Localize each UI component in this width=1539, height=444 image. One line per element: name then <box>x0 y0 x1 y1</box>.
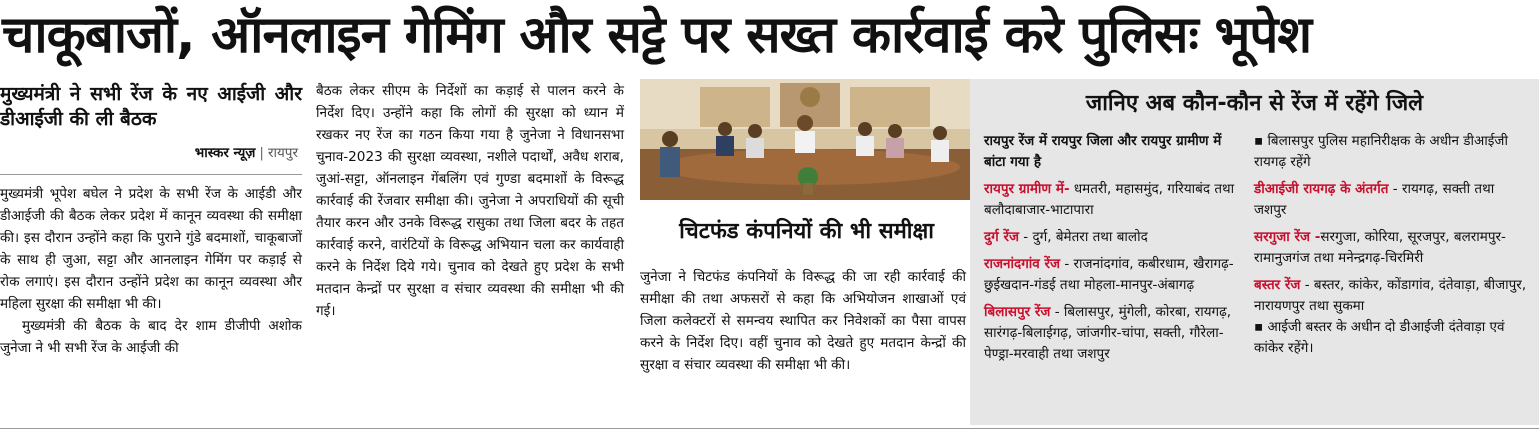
box-intro: रायपुर रेंज में रायपुर जिला और रायपुर ग्रामीण में बांटा गया है <box>984 133 1222 170</box>
article-column-2 <box>316 80 624 322</box>
range-entry <box>1254 275 1528 317</box>
box-note: ▪ आईजी बस्तर के अधीन दो डीआईजी दंतेवाड़ा एवं कांकेर रहेंगे। <box>1254 319 1505 356</box>
range-entry <box>984 227 1246 248</box>
range-entry <box>984 254 1246 296</box>
box-left-column <box>984 131 1246 371</box>
range-name: डीआईजी रायगढ़ के अंतर्गत <box>1254 181 1389 197</box>
section-heading: चिटफंड कंपनियों की भी समीक्षा <box>679 219 934 244</box>
range-name: सरगुजा रेंज - <box>1254 229 1321 245</box>
range-districts: - रायगढ़, सक्ती तथा जशपुर <box>1254 181 1495 218</box>
range-entry <box>1254 179 1528 221</box>
byline-source: भास्कर न्यूज़ <box>194 145 256 161</box>
range-name: राजनांदगांव रेंज <box>984 256 1061 272</box>
range-entry <box>984 302 1246 365</box>
divider <box>0 174 302 175</box>
box-note: ▪ बिलासपुर पुलिस महानिरीक्षक के अधीन डीआईजी रायगढ़ रहेंगे <box>1254 133 1508 170</box>
range-name: बिलासपुर रेंज <box>984 304 1051 320</box>
range-entry <box>984 179 1246 221</box>
range-name: बस्तर रेंज <box>1254 277 1301 293</box>
article-column-3 <box>640 266 966 376</box>
range-districts: सरगुजा, कोरिया, सूरजपुर, बलरामपुर-रामानुजगंज तथा मनेन्द्रगढ़-चिरमिरी <box>1254 229 1506 266</box>
byline <box>0 142 302 164</box>
meeting-photo-illustration <box>640 79 973 200</box>
box-title: जानिए अब कौन-कौन से रेंज में रहेंगे जिले <box>1085 91 1424 116</box>
range-districts: - दुर्ग, बेमेतरा तथा बालोद <box>1019 229 1148 245</box>
subheadline: मुख्यमंत्री ने सभी रेंज के नए आईजी और डीआईजी की ली बैठक <box>0 83 302 130</box>
range-districts: - बस्तर, कांकेर, कोंडागांव, दंतेवाड़ा, बीजापुर, नारायणपुर तथा सुकमा <box>1254 277 1527 314</box>
bottom-divider <box>0 428 1539 429</box>
body-paragraph: मुख्यमंत्री भूपेश बघेल ने प्रदेश के सभी रेंज के आईडी और डीआईजी की बैठक लेकर प्रदेश में कानून व्यवस्था की समीक्षा की। इस दौरान उन्होंने कहा कि पुराने गुंडे बदमाशों, चाकूबाजों के साथ ही जुआ, सट्टा और आनलाइन गेमिंग पर कड़ाई से रोक लगाएं। इस दौरान उन्होंने प्रदेश का कानून व्यवस्था और महिला सुरक्षा की समीक्षा भी की। <box>0 186 302 312</box>
range-entry <box>1254 227 1528 269</box>
meeting-photo <box>640 79 973 200</box>
article-column-1 <box>0 80 302 359</box>
body-paragraph: जुनेजा ने चिटफंड कंपनियों के विरूद्ध की जा रही कार्रवाई की समीक्षा की तथा अफसरों से कहा कि अभियोजन शाखाओं एवं जिला कलेक्टरों से समन्वय स्थापित कर निवेशकों का पैसा वापस करने के निर्देश दिए। वहीं चुनाव को देखते हुए मतदान केन्द्रों की सुरक्षा व संचार व्यवस्था की समीक्षा भी की। <box>640 269 966 373</box>
range-info-box <box>970 79 1539 425</box>
range-districts: - राजनांदगांव, कबीरधाम, खैरागढ़-छुईखदान-गंडई तथा मोहला-मानपुर-अंबागढ़ <box>984 256 1234 293</box>
byline-separator: | <box>259 145 264 161</box>
byline-city: रायपुर <box>267 145 298 161</box>
headline: चाकूबाजों, ऑनलाइन गेमिंग और सट्टे पर सख्त कार्रवाई करे पुलिसः भूपेश <box>2 6 1312 65</box>
range-name: रायपुर ग्रामीण में- <box>984 181 1070 197</box>
range-districts: धमतरी, महासमुंद, गरियाबंद तथा बलौदाबाजार-भाटापारा <box>984 181 1235 218</box>
body-paragraph: बैठक लेकर सीएम के निर्देशों का कड़ाई से पालन करने के निर्देश दिए। उन्होंने कहा कि लोगों की सुरक्षा को ध्यान में रखकर नए रेंज का गठन किया गया है जुनेजा ने विधानसभा चुनाव-2023 की सुरक्षा व्यवस्था, नशीले पदार्थों, अवैध शराब, जुआं-सट्टा, ऑनलाइन गेंबलिंग एवं गुण्डा बदमाशों के विरूद्ध कार्रवाई की रेंजवार समीक्षा की। जुनेजा ने अपराधियों की सूची तैयार करन और उनके विरूद्ध रासुका तथा जिला बदर के तहत कार्रवाई करने, वारंटियों के विरूद्ध अभियान चला कर कार्यवाही करने के निर्देश दिये गये। चुनाव को देखते हुए प्रदेश के सभी मतदान केन्द्रों पर सुरक्षा व संचार व्यवस्था की समीक्षा भी की गई। <box>316 83 624 319</box>
box-right-column <box>1254 131 1528 365</box>
body-paragraph: मुख्यमंत्री की बैठक के बाद देर शाम डीजीपी अशोक जुनेजा ने भी सभी रेंज के आईजी की <box>0 318 302 356</box>
range-districts: - बिलासपुर, मुंगेली, कोरबा, रायगढ़, सारंगढ़-बिलाईगढ़, जांजगीर-चांपा, सक्ती, गौरेला-पेण्ड्रा-मरवाही तथा जशपुर <box>984 304 1232 362</box>
range-name: दुर्ग रेंज <box>984 229 1020 245</box>
